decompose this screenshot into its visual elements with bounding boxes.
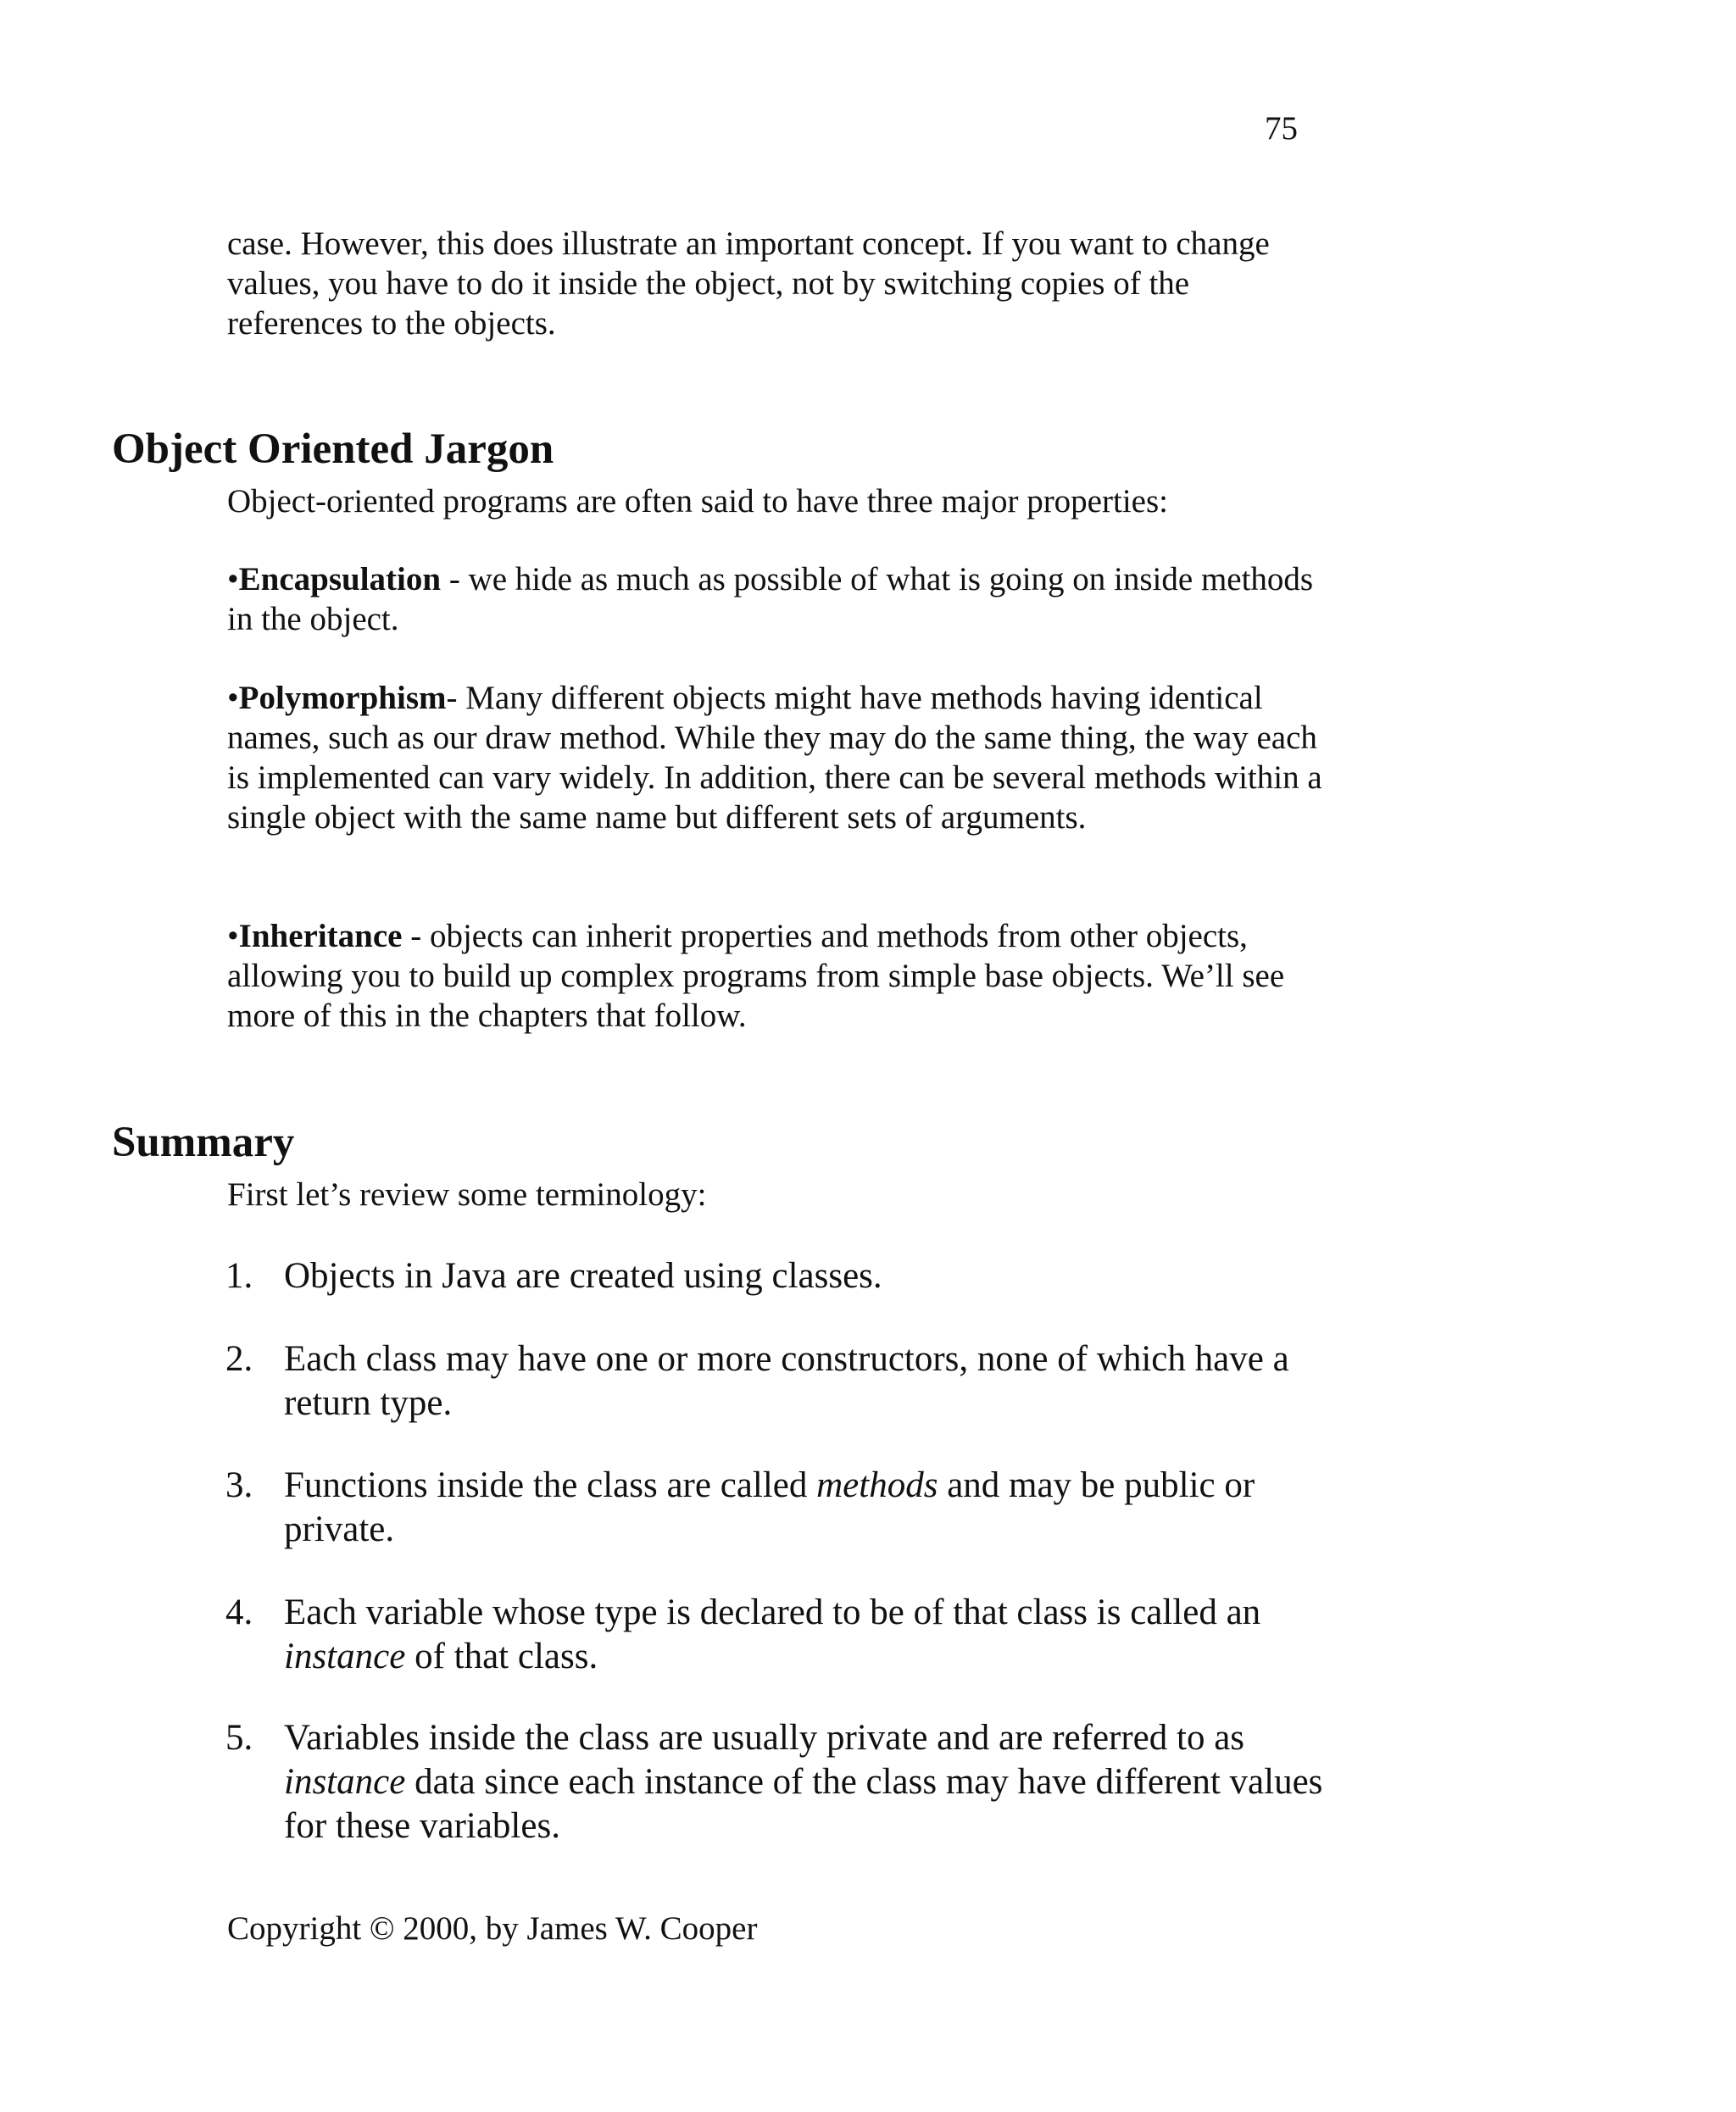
list-text-part: Each class may have one or more constructors, none of which have a return type. <box>284 1339 1289 1423</box>
section-heading-summary: Summary <box>112 1119 295 1166</box>
property-term: Encapsulation <box>238 561 442 597</box>
list-text-emphasis: instance <box>284 1762 406 1802</box>
list-text-part: Objects in Java are created using classes. <box>284 1256 882 1296</box>
list-text-emphasis: instance <box>284 1637 406 1676</box>
list-text-part: and may be public or private. <box>284 1465 1255 1549</box>
list-text <box>284 1464 1335 1552</box>
property-term: Inheritance <box>238 918 403 954</box>
property-polymorphism <box>227 678 1329 837</box>
bullet-icon: • <box>227 680 239 716</box>
list-text-part: Each variable whose type is declared to be of that class is called an <box>284 1592 1261 1632</box>
list-number: 1. <box>225 1256 253 1296</box>
property-encapsulation <box>227 559 1329 639</box>
list-number: 3. <box>225 1465 253 1505</box>
property-description: - we hide as much as possible of what is going on inside methods in the object. <box>227 561 1314 637</box>
list-number: 2. <box>225 1339 253 1379</box>
summary-intro-paragraph: First let’s review some terminology: <box>227 1176 707 1213</box>
list-text-emphasis: methods <box>816 1465 938 1505</box>
list-text-part: data since each instance of the class may have different values for these variables. <box>284 1762 1323 1846</box>
property-description: - Many different objects might have methods having identical names, such as our draw method. While they may do the same thing, the way each is implemented can vary widely. In addition, there can be several methods within a single object with the same name but different sets of arguments. <box>227 680 1322 836</box>
list-text <box>284 1337 1335 1426</box>
list-text <box>284 1591 1335 1679</box>
ooj-intro-paragraph: Object-oriented programs are often said to have three major properties: <box>227 483 1168 520</box>
bullet-icon: • <box>227 918 239 954</box>
list-text <box>284 1254 1335 1298</box>
list-number: 5. <box>225 1718 253 1758</box>
page-number: 75 <box>1265 110 1298 147</box>
intro-paragraph: case. However, this does illustrate an important concept. If you want to change values, you have to do it inside the object, not by switching copies of the references to the objects. <box>227 225 1270 342</box>
bullet-icon: • <box>227 561 239 597</box>
property-inheritance <box>227 916 1329 1036</box>
section-heading-object-oriented-jargon: Object Oriented Jargon <box>112 425 554 473</box>
list-text-part: of that class. <box>405 1637 598 1676</box>
property-term: Polymorphism <box>238 680 447 716</box>
list-text <box>284 1716 1335 1848</box>
property-description: - objects can inherit properties and methods from other objects, allowing you to build up complex programs from simple base objects. We’ll see more of this in the chapters that follow. <box>227 918 1285 1034</box>
copyright-footer: Copyright © 2000, by James W. Cooper <box>227 1910 758 1947</box>
list-number: 4. <box>225 1592 253 1632</box>
list-text-part: Functions inside the class are called <box>284 1465 817 1505</box>
list-text-part: Variables inside the class are usually private and are referred to as <box>284 1718 1245 1758</box>
